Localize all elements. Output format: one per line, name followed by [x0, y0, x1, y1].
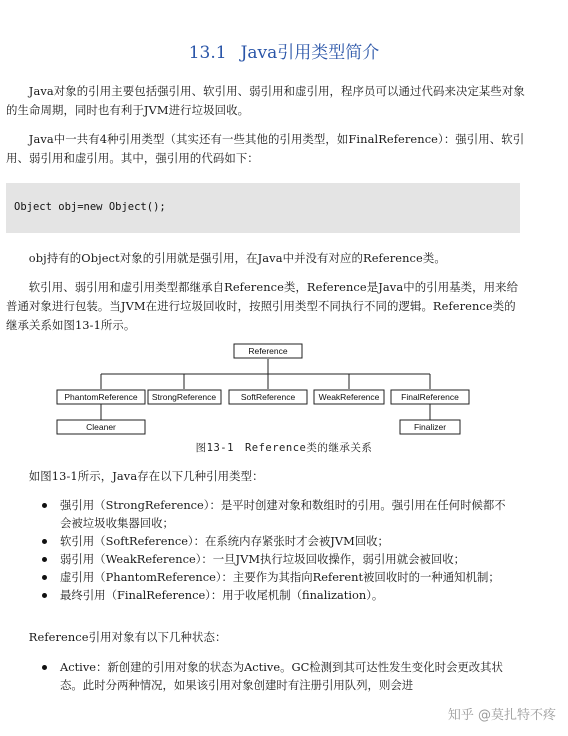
node-soft-reference: SoftReference — [240, 392, 296, 402]
paragraph-reference-types: Java中一共有4种引用类型（其实还有一些其他的引用类型，如FinalReference）：强引用、软引用、弱引用和虚引用。其中，强引用的代码如下： — [6, 132, 525, 165]
node-final-reference: FinalReference — [401, 392, 459, 402]
paragraph-states-intro: Reference引用对象有以下几种状态： — [28, 630, 227, 644]
paragraph-intro: Java对象的引用主要包括强引用、软引用、弱引用和虚引用，程序员可以通过代码来决定某些对象的生命周期，同时也有利于JVM进行垃圾回收。 — [6, 84, 525, 117]
reference-states-list — [40, 658, 510, 694]
code-line: Object obj=new Object(); — [14, 201, 166, 213]
reference-types-list — [40, 496, 510, 604]
watermark: 知乎 @莫扎特不疼 — [447, 708, 556, 723]
list-item-active: Active：新创建的引用对象的状态为Active。GC检测到其可达性发生变化时会更改其状态。此时分两种情况，如果该引用对象创建时有注册引用队列，则会进 — [40, 658, 510, 694]
section-title-text: Java引用类型简介 — [240, 43, 380, 63]
node-phantom-reference: PhantomReference — [64, 392, 138, 402]
section-number: 13.1 — [188, 43, 227, 63]
node-strong-reference: StrongReference — [151, 392, 217, 402]
list-item-soft: 软引用（SoftReference）：在系统内存紧张时才会被JVM回收； — [40, 532, 510, 550]
code-block — [6, 183, 520, 233]
list-item-phantom: 虚引用（PhantomReference）：主要作为其指向Referent被回收时的一种通知机制； — [40, 568, 510, 586]
paragraph-strong-reference: obj持有的Object对象的引用就是强引用，在Java中并没有对应的Reference类。 — [28, 251, 446, 265]
node-reference: Reference — [248, 346, 288, 356]
list-item-weak: 弱引用（WeakReference）：一旦JVM执行垃圾回收操作，弱引用就会被回收； — [40, 550, 510, 568]
node-cleaner: Cleaner — [86, 422, 116, 432]
inheritance-diagram — [0, 338, 568, 438]
paragraph-reference-class: 软引用、弱引用和虚引用类型都继承自Reference类，Reference是Java中的引用基类，用来给普通对象进行包装。当JVM在进行垃圾回收时，按照引用类型不同执行不同的逻辑。Reference类的继承关系如图13-1所示。 — [6, 280, 519, 332]
list-item-strong: 强引用（StrongReference）：是平时创建对象和数组时的引用。强引用在任何时候都不会被垃圾收集器回收； — [40, 496, 510, 532]
section-title — [0, 38, 568, 63]
figure-caption: 图13-1 Reference类的继承关系 — [195, 442, 373, 454]
node-weak-reference: WeakReference — [318, 392, 380, 402]
paragraph-types-intro: 如图13-1所示，Java存在以下几种引用类型： — [28, 469, 264, 483]
list-item-final: 最终引用（FinalReference）：用于收尾机制（finalization）。 — [40, 586, 510, 604]
node-finalizer: Finalizer — [413, 422, 447, 432]
